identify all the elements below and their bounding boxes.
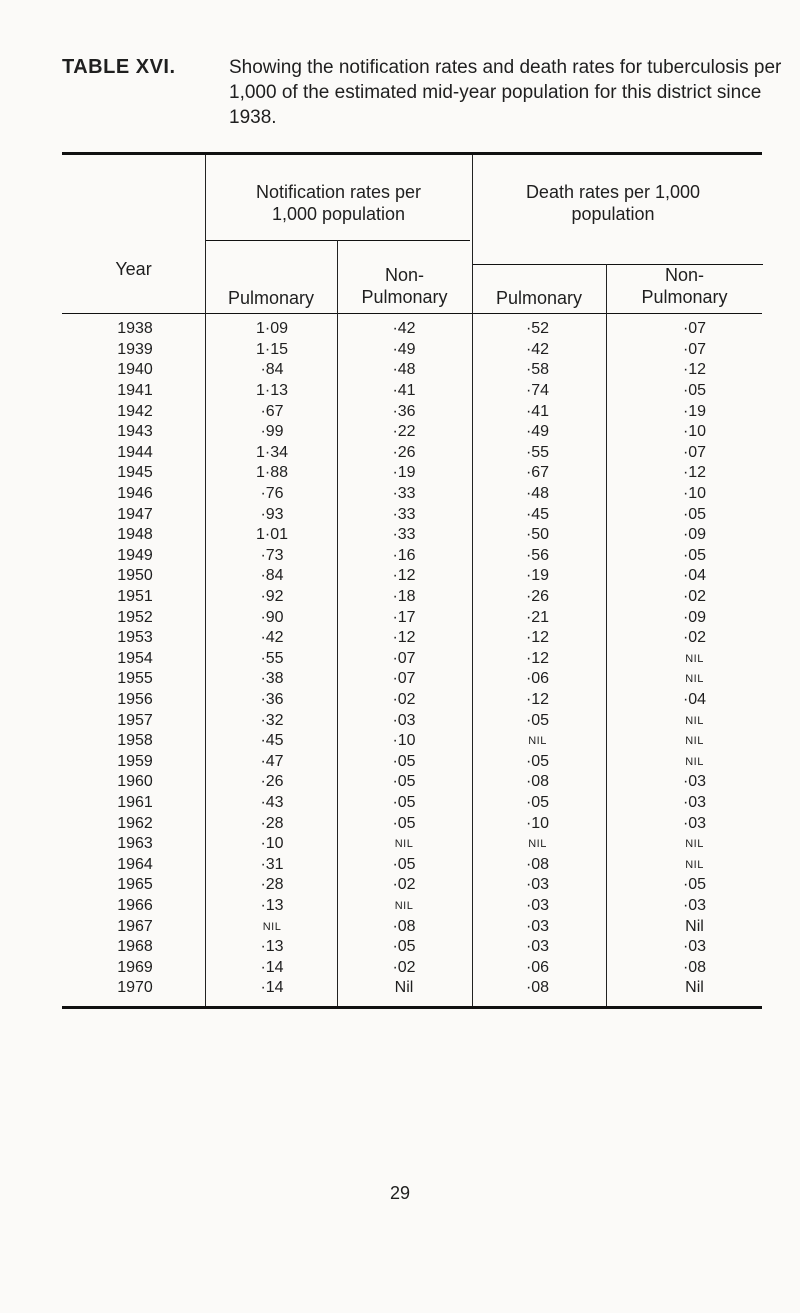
notification-non-pulmonary-cell: ·02 <box>392 958 416 976</box>
death-non-pulmonary-cell: ·02 <box>682 629 707 647</box>
notification-pulmonary-cell: ·45 <box>260 732 284 750</box>
notification-pulmonary-cell: 1·88 <box>255 464 289 482</box>
table-row <box>62 587 786 608</box>
death-pulmonary-cell: ·03 <box>525 876 550 894</box>
year-cell: 1944 <box>117 443 153 461</box>
table-row <box>62 607 786 628</box>
notification-pulmonary-cell: ·13 <box>260 938 284 956</box>
notification-pulmonary-cell: ·10 <box>260 835 284 853</box>
notification-non-pulmonary-cell: ·33 <box>392 526 416 544</box>
death-non-pulmonary-cell: ·04 <box>682 690 707 708</box>
death-pulmonary-cell: ·12 <box>525 690 550 708</box>
notification-non-pulmonary-cell: ·17 <box>392 608 416 626</box>
rates-table-body <box>62 319 786 999</box>
death-non-pulmonary-cell: ·05 <box>682 876 707 894</box>
table-row <box>62 875 786 896</box>
notification-pulmonary-cell: ·90 <box>260 608 284 626</box>
table-row <box>62 504 786 525</box>
death-pulmonary-cell: ·03 <box>525 917 550 935</box>
year-cell: 1949 <box>117 546 153 564</box>
table-row <box>62 443 786 464</box>
notification-non-pulmonary-cell: ·10 <box>392 732 416 750</box>
notification-non-pulmonary-cell: ·26 <box>392 443 416 461</box>
death-non-pulmonary-cell: NIL <box>685 714 704 727</box>
year-cell: 1956 <box>117 690 153 708</box>
notification-pulmonary-cell: 1·01 <box>255 526 289 544</box>
death-non-pulmonary-cell: ·09 <box>682 608 707 626</box>
death-pulmonary-cell: ·12 <box>525 629 550 647</box>
table-row <box>62 710 786 731</box>
header-notification-group: Notification rates per 1,000 population <box>255 182 422 224</box>
notification-non-pulmonary-cell: NIL <box>394 899 414 912</box>
table-row <box>62 854 786 875</box>
header-death-pulmonary: Pulmonary <box>495 288 583 308</box>
notification-non-pulmonary-cell: ·05 <box>392 793 416 811</box>
death-non-pulmonary-cell: ·19 <box>682 402 707 420</box>
death-non-pulmonary-cell: ·12 <box>682 464 707 482</box>
death-pulmonary-cell: ·48 <box>525 485 550 503</box>
death-non-pulmonary-cell: ·02 <box>682 588 707 606</box>
notification-non-pulmonary-cell: ·42 <box>392 320 416 338</box>
year-cell: 1945 <box>117 464 153 482</box>
death-non-pulmonary-cell: ·04 <box>682 567 707 585</box>
death-pulmonary-cell: ·56 <box>525 546 550 564</box>
death-non-pulmonary-cell: ·07 <box>682 340 707 358</box>
death-pulmonary-cell: ·55 <box>525 443 550 461</box>
death-pulmonary-cell: ·50 <box>525 526 550 544</box>
death-pulmonary-cell: ·05 <box>525 793 550 811</box>
notification-pulmonary-cell: ·43 <box>260 793 284 811</box>
death-pulmonary-cell: ·08 <box>525 773 550 791</box>
notification-pulmonary-cell: ·42 <box>260 629 284 647</box>
notification-pulmonary-cell: ·84 <box>260 361 284 379</box>
year-cell: 1942 <box>117 402 153 420</box>
notification-pulmonary-cell: ·28 <box>260 876 284 894</box>
death-pulmonary-cell: ·19 <box>525 567 550 585</box>
year-cell: 1939 <box>117 340 153 358</box>
notification-non-pulmonary-cell: ·02 <box>392 690 416 708</box>
notification-pulmonary-cell: ·13 <box>260 896 284 914</box>
notification-pulmonary-cell: 1·13 <box>255 382 289 400</box>
table-row <box>62 566 786 587</box>
notification-pulmonary-cell: 1·15 <box>255 340 289 358</box>
notification-non-pulmonary-cell: NIL <box>394 838 414 851</box>
header-notification-non-pulmonary: Non- Pulmonary <box>361 265 448 307</box>
year-cell: 1962 <box>117 814 153 832</box>
death-non-pulmonary-cell: ·10 <box>682 423 707 441</box>
notification-non-pulmonary-cell: ·33 <box>392 485 416 503</box>
year-cell: 1940 <box>117 361 153 379</box>
death-pulmonary-cell: ·05 <box>525 752 550 770</box>
header-notification-pulmonary: Pulmonary <box>227 288 315 308</box>
table-row <box>62 649 786 670</box>
notification-non-pulmonary-cell: Nil <box>394 979 414 997</box>
death-non-pulmonary-cell: NIL <box>685 838 704 851</box>
notification-pulmonary-cell: 1·09 <box>255 320 289 338</box>
death-pulmonary-cell: ·45 <box>525 505 550 523</box>
table-row <box>62 422 786 443</box>
table-row <box>62 340 786 361</box>
death-pulmonary-cell: ·21 <box>525 608 550 626</box>
notification-non-pulmonary-cell: ·18 <box>392 588 416 606</box>
death-non-pulmonary-cell: ·03 <box>682 938 707 956</box>
header-bottom-rule <box>62 313 762 314</box>
table-label: TABLE XVI. <box>62 56 176 78</box>
table-row <box>62 381 786 402</box>
table-row <box>62 957 786 978</box>
notification-non-pulmonary-cell: ·16 <box>392 546 416 564</box>
death-pulmonary-cell: ·74 <box>525 382 550 400</box>
death-non-pulmonary-cell: ·07 <box>682 443 707 461</box>
notification-non-pulmonary-cell: ·48 <box>392 361 416 379</box>
table-row <box>62 813 786 834</box>
notification-pulmonary-cell: ·36 <box>260 690 284 708</box>
table-row <box>62 772 786 793</box>
notification-pulmonary-cell: 1·34 <box>255 443 289 461</box>
death-pulmonary-cell: NIL <box>528 735 547 748</box>
death-non-pulmonary-cell: ·07 <box>682 320 707 338</box>
death-non-pulmonary-cell: ·03 <box>682 814 707 832</box>
death-pulmonary-cell: ·41 <box>525 402 550 420</box>
header-year: Year <box>115 259 152 279</box>
death-non-pulmonary-cell: Nil <box>685 917 704 935</box>
notification-non-pulmonary-cell: ·08 <box>392 917 416 935</box>
table-top-rule <box>62 152 762 155</box>
notification-pulmonary-cell: ·47 <box>260 752 284 770</box>
year-cell: 1941 <box>117 382 153 400</box>
table-row <box>62 319 786 340</box>
year-cell: 1947 <box>117 505 153 523</box>
notification-pulmonary-cell: ·14 <box>260 979 284 997</box>
death-pulmonary-cell: ·08 <box>525 855 550 873</box>
notification-non-pulmonary-cell: ·33 <box>392 505 416 523</box>
death-non-pulmonary-cell: ·05 <box>682 546 707 564</box>
death-pulmonary-cell: ·10 <box>525 814 550 832</box>
table-bottom-rule <box>62 1006 762 1009</box>
table-row <box>62 463 786 484</box>
death-pulmonary-cell: ·05 <box>525 711 550 729</box>
notification-non-pulmonary-cell: ·05 <box>392 938 416 956</box>
death-non-pulmonary-cell: Nil <box>685 979 704 997</box>
year-cell: 1955 <box>117 670 153 688</box>
death-non-pulmonary-cell: ·12 <box>682 361 707 379</box>
notification-pulmonary-cell: ·67 <box>260 402 284 420</box>
death-non-pulmonary-cell: ·03 <box>682 793 707 811</box>
notification-non-pulmonary-cell: ·05 <box>392 814 416 832</box>
year-cell: 1958 <box>117 732 153 750</box>
table-row <box>62 751 786 772</box>
year-cell: 1960 <box>117 773 153 791</box>
notification-pulmonary-cell: ·73 <box>260 546 284 564</box>
notification-pulmonary-cell: ·55 <box>260 649 284 667</box>
death-pulmonary-cell: NIL <box>528 838 547 851</box>
notification-non-pulmonary-cell: ·12 <box>392 629 416 647</box>
notification-non-pulmonary-cell: ·05 <box>392 773 416 791</box>
table-row <box>62 546 786 567</box>
notification-pulmonary-cell: ·26 <box>260 773 284 791</box>
death-non-pulmonary-cell: ·09 <box>682 526 707 544</box>
notification-pulmonary-cell: ·32 <box>260 711 284 729</box>
year-cell: 1967 <box>117 917 153 935</box>
death-non-pulmonary-cell: NIL <box>685 858 704 871</box>
notification-non-pulmonary-cell: ·07 <box>392 649 416 667</box>
year-cell: 1964 <box>117 855 153 873</box>
year-cell: 1968 <box>117 938 153 956</box>
notification-pulmonary-cell: ·92 <box>260 588 284 606</box>
page-number: 29 <box>389 1183 411 1203</box>
death-pulmonary-cell: ·26 <box>525 588 550 606</box>
year-cell: 1950 <box>117 567 153 585</box>
year-cell: 1957 <box>117 711 153 729</box>
notification-pulmonary-cell: ·99 <box>260 423 284 441</box>
death-pulmonary-cell: ·03 <box>525 896 550 914</box>
table-row <box>62 690 786 711</box>
table-row <box>62 916 786 937</box>
table-row <box>62 896 786 917</box>
header-death-non-pulmonary: Non- Pulmonary <box>641 265 728 307</box>
death-non-pulmonary-cell: ·03 <box>682 773 707 791</box>
notification-non-pulmonary-cell: ·12 <box>392 567 416 585</box>
notification-non-pulmonary-cell: ·05 <box>392 855 416 873</box>
table-caption <box>62 55 782 130</box>
table-row <box>62 628 786 649</box>
notification-non-pulmonary-cell: ·41 <box>392 382 416 400</box>
death-pulmonary-cell: ·49 <box>525 423 550 441</box>
rates-table <box>62 319 786 999</box>
year-cell: 1938 <box>117 320 153 338</box>
notification-pulmonary-cell: ·93 <box>260 505 284 523</box>
notification-pulmonary-cell: ·38 <box>260 670 284 688</box>
notification-pulmonary-cell: NIL <box>262 920 282 933</box>
table-row <box>62 731 786 752</box>
year-cell: 1966 <box>117 896 153 914</box>
notification-pulmonary-cell: ·31 <box>260 855 284 873</box>
notification-non-pulmonary-cell: ·03 <box>392 711 416 729</box>
notification-non-pulmonary-cell: ·19 <box>392 464 416 482</box>
notification-non-pulmonary-cell: ·22 <box>392 423 416 441</box>
year-cell: 1954 <box>117 649 153 667</box>
death-non-pulmonary-cell: NIL <box>685 755 704 768</box>
table-description: Showing the notification rates and death rates for tuberculosis per 1,000 of the estimated mid-year population for this district since 1938. <box>229 57 782 128</box>
year-cell: 1948 <box>117 526 153 544</box>
notification-pulmonary-cell: ·76 <box>260 485 284 503</box>
year-cell: 1953 <box>117 629 153 647</box>
death-non-pulmonary-cell: ·05 <box>682 505 707 523</box>
death-pulmonary-cell: ·58 <box>525 361 550 379</box>
table-row <box>62 669 786 690</box>
notification-non-pulmonary-cell: ·49 <box>392 340 416 358</box>
year-cell: 1952 <box>117 608 153 626</box>
year-cell: 1963 <box>117 835 153 853</box>
year-cell: 1943 <box>117 423 153 441</box>
notification-non-pulmonary-cell: ·36 <box>392 402 416 420</box>
death-non-pulmonary-cell: ·10 <box>682 485 707 503</box>
death-pulmonary-cell: ·12 <box>525 649 550 667</box>
table-row <box>62 360 786 381</box>
death-non-pulmonary-cell: NIL <box>685 673 704 686</box>
death-pulmonary-cell: ·42 <box>525 340 550 358</box>
notification-pulmonary-cell: ·28 <box>260 814 284 832</box>
death-non-pulmonary-cell: NIL <box>685 652 704 665</box>
death-non-pulmonary-cell: ·05 <box>682 382 707 400</box>
year-cell: 1961 <box>117 793 153 811</box>
death-pulmonary-cell: ·03 <box>525 938 550 956</box>
table-row <box>62 793 786 814</box>
death-pulmonary-cell: ·06 <box>525 670 550 688</box>
death-non-pulmonary-cell: ·03 <box>682 896 707 914</box>
year-cell: 1965 <box>117 876 153 894</box>
death-non-pulmonary-cell: ·08 <box>682 958 707 976</box>
death-non-pulmonary-cell: NIL <box>685 735 704 748</box>
year-cell: 1970 <box>117 979 153 997</box>
table-row <box>62 484 786 505</box>
death-pulmonary-cell: ·06 <box>525 958 550 976</box>
table-row <box>62 937 786 958</box>
table-row <box>62 401 786 422</box>
year-cell: 1951 <box>117 588 153 606</box>
table-row <box>62 834 786 855</box>
death-pulmonary-cell: ·67 <box>525 464 550 482</box>
year-cell: 1959 <box>117 752 153 770</box>
notification-pulmonary-cell: ·14 <box>260 958 284 976</box>
death-pulmonary-cell: ·52 <box>525 320 550 338</box>
year-cell: 1946 <box>117 485 153 503</box>
notification-non-pulmonary-cell: ·05 <box>392 752 416 770</box>
table-row <box>62 525 786 546</box>
table-row <box>62 978 786 999</box>
notification-non-pulmonary-cell: ·07 <box>392 670 416 688</box>
header-death-group: Death rates per 1,000 population <box>525 182 701 224</box>
death-pulmonary-cell: ·08 <box>525 979 550 997</box>
notification-pulmonary-cell: ·84 <box>260 567 284 585</box>
notification-non-pulmonary-cell: ·02 <box>392 876 416 894</box>
year-cell: 1969 <box>117 958 153 976</box>
